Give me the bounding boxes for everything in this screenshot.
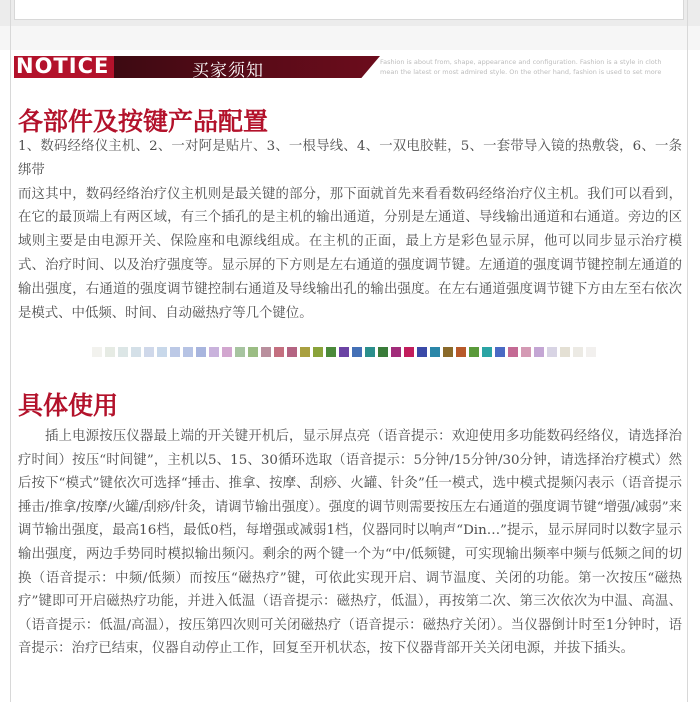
color-swatch <box>378 347 388 357</box>
color-swatch <box>456 347 466 357</box>
color-swatch <box>287 347 297 357</box>
color-swatch <box>183 347 193 357</box>
section-title-configuration: 各部件及按键产品配置 <box>18 107 269 136</box>
usage-paragraph: 插上电源按压仪器最上端的开关键开机后，显示屏点亮（语音提示：欢迎使用多功能数码经络仪，请选择治疗时间）按压“时间键”，主机以5、15、30循环选取（语音提示：5分钟/15分钟/30分钟，请选择治疗模式）然后按下“模式”键依次可选择“捶击、推拿、按摩、刮痧、火罐、针灸”任一模式，选中模式提频闪表示（语音提示捶击/推拿/按摩/火罐/刮痧/针灸，请调节输出强度）。强度的调节则需要按压左右通道的强度调节键“增强/减弱”来调节输出强度，最高16档，最低0档，每增强或减弱1档，仪器同时以响声“Din…”提示，显示屏同时以数字显示输出强度，两边手势同时模拟输出频闪。剩余的两个键一个为“中/低频键，可实现输出频率中频与低频之间的切换（语音提示：中频/低频）而按压“磁热疗”键，可依此实现开启、调节温度、关闭的功能。第一次按压“磁热疗”键即可开启磁热疗功能，并进入低温（语音提示：磁热疗，低温），再按第二次、第三次依次为中温、高温、（语音提示：低温/高温），按压第四次则可关闭磁热疗（语音提示：磁热疗关闭）。当仪器倒计时至1分钟时，语音提示：治疗已结束，仪器自动停止工作，回复至开机状态，按下仪器背部开关关闭电源，并拔下插头。 <box>18 429 682 657</box>
color-swatch <box>326 347 336 357</box>
notice-title-cn: 买家须知 <box>192 61 264 81</box>
color-swatch <box>118 347 128 357</box>
configuration-paragraph <box>18 135 682 325</box>
color-swatch <box>482 347 492 357</box>
color-swatch <box>196 347 206 357</box>
color-swatch <box>365 347 375 357</box>
color-swatch <box>560 347 570 357</box>
color-swatch <box>261 347 271 357</box>
notice-banner <box>14 54 380 81</box>
color-swatch <box>391 347 401 357</box>
notice-banner-red <box>14 56 114 78</box>
color-swatch <box>534 347 544 357</box>
color-swatch <box>209 347 219 357</box>
parts-list-text: 1、数码经络仪主机、2、一对阿是贴片、3、一根导线、4、一双电胶鞋，5、一套带导入镜的热敷袋，6、一条绑带 <box>18 139 682 178</box>
color-swatch <box>222 347 232 357</box>
color-swatch <box>469 347 479 357</box>
color-swatch <box>144 347 154 357</box>
color-swatch <box>573 347 583 357</box>
color-swatch <box>443 347 453 357</box>
notice-desc-line: Fashion is about from, shape, appearance and configuration. Fashion is a style in cloth <box>380 58 662 66</box>
color-swatch <box>521 347 531 357</box>
notice-word: NOTICE <box>16 54 110 78</box>
color-swatch <box>547 347 557 357</box>
color-swatch <box>339 347 349 357</box>
color-swatch <box>300 347 310 357</box>
color-swatch <box>92 347 102 357</box>
notice-description <box>380 57 682 77</box>
color-swatch <box>313 347 323 357</box>
color-swatch <box>157 347 167 357</box>
color-swatch <box>170 347 180 357</box>
color-swatch <box>430 347 440 357</box>
color-swatch <box>586 347 596 357</box>
color-swatch <box>417 347 427 357</box>
color-swatch <box>131 347 141 357</box>
color-swatch <box>235 347 245 357</box>
color-swatch <box>105 347 115 357</box>
color-swatch <box>495 347 505 357</box>
notice-desc-line: mean the latest or most admired style. On the other hand, fashion is used to set more <box>380 68 662 76</box>
color-swatch <box>404 347 414 357</box>
color-swatch <box>274 347 284 357</box>
color-swatch <box>352 347 362 357</box>
color-swatch <box>508 347 518 357</box>
configuration-body-text: 而这其中，数码经络治疗仪主机则是最关键的部分，那下面就首先来看看数码经络治疗仪主机。我们可以看到，在它的最顶端上有两区域，有三个插孔的是主机的输出通道，分别是左通道、导线输出通道和右通道。旁边的区域则主要是由电源开关、保险座和电源线组成。在主机的正面，最上方是彩色显示屏，他可以同步显示治疗模式、治疗时间、以及治疗强度等。显示屏的下方则是左右通道的强度调节键。左通道的强度调节键控制左通道的输出强度，右通道的强度调节键控制右通道及导线输出孔的输出强度。在左右通道强度调节键下方由左至右依次是模式、中低频、时间、自动磁热疗等几个键位。 <box>18 186 682 321</box>
color-swatch-strip <box>92 347 596 357</box>
section-title-usage: 具体使用 <box>18 391 119 420</box>
color-swatch <box>248 347 258 357</box>
